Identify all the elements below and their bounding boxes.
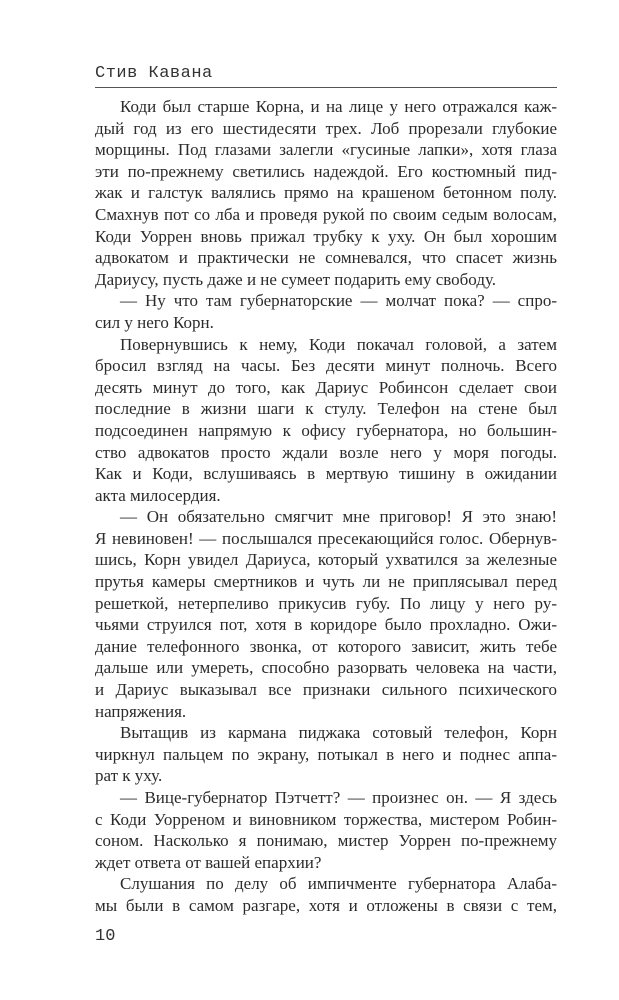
text-line: Смахнув пот со лба и проведя рукой по своим седым волосам, bbox=[95, 204, 557, 224]
text-line: Вытащив из кармана пиджака сотовый телефон, Корн bbox=[120, 723, 557, 743]
text-line: десять минут до того, как Дариус Робинсон сделает свои bbox=[95, 377, 557, 397]
paragraph bbox=[95, 506, 557, 722]
text-line: рат к уху. bbox=[95, 766, 163, 786]
text-line: чиркнул пальцем по экрану, потыкал в него и поднес аппа- bbox=[95, 744, 557, 764]
text-line: чьями струился пот, хотя в коридоре было прохладно. Ожи- bbox=[95, 615, 557, 635]
text-line: Я невиновен! — послышался пресекающийся голос. Обернув- bbox=[95, 528, 557, 548]
text-line: с Коди Уорреном и виновником торжества, мистером Робин- bbox=[95, 809, 557, 829]
text-line: жак и галстук валялись прямо на крашеном бетонном полу. bbox=[95, 183, 557, 203]
text-line: шись, Корн увидел Дариуса, который ухватился за железные bbox=[95, 550, 557, 570]
running-header: Стив Кавана bbox=[95, 64, 213, 83]
text-line: ство адвокатов просто ждали возле него у моря погоды. bbox=[95, 442, 557, 462]
text-line: морщины. Под глазами залегли «гусиные лапки», хотя глаза bbox=[95, 140, 557, 160]
paragraph bbox=[95, 787, 557, 873]
paragraph bbox=[95, 722, 557, 787]
text-line: Коди Уоррен вновь прижал трубку к уху. Он был хорошим bbox=[95, 226, 557, 246]
text-line: бросил взгляд на часы. Без десяти минут полночь. Всего bbox=[95, 356, 557, 376]
text-line: решеткой, нетерпеливо прикусив губу. По лицу у него ру- bbox=[95, 593, 557, 613]
header-rule bbox=[95, 87, 557, 88]
text-line: адвокатом и практически не сомневался, что спасет жизнь bbox=[95, 248, 557, 268]
text-line: подсоединен напрямую к офису губернатора, но большин- bbox=[95, 420, 557, 440]
text-line: мы были в самом разгаре, хотя и отложены в связи с тем, bbox=[95, 895, 557, 915]
text-line: соном. Насколько я понимаю, мистер Уоррен по-прежнему bbox=[95, 831, 557, 851]
paragraph bbox=[95, 334, 557, 507]
paragraph bbox=[95, 290, 557, 333]
text-line: сил у него Корн. bbox=[95, 312, 214, 332]
text-line: акта милосердия. bbox=[95, 485, 221, 505]
text-line: дание телефонного звонка, от которого зависит, жить тебе bbox=[95, 636, 557, 656]
text-line: эти по-прежнему светились надеждой. Его костюмный пид- bbox=[95, 161, 557, 181]
page-number: 10 bbox=[95, 926, 116, 946]
book-page bbox=[95, 64, 557, 947]
paragraph bbox=[95, 96, 557, 290]
text-line: — Он обязательно смягчит мне приговор! Я это знаю! bbox=[120, 507, 557, 527]
text-line: Дариусу, пусть даже и не сумеет подарить ему свободу. bbox=[95, 269, 497, 289]
text-line: — Ну что там губернаторские — молчат пока? — спро- bbox=[120, 291, 557, 311]
text-line: напряжения. bbox=[95, 701, 187, 721]
text-line: прутья камеры смертников и чуть ли не приплясывал перед bbox=[95, 572, 557, 592]
text-line: дый год из его шестидесяти трех. Лоб прорезали глубокие bbox=[95, 118, 557, 138]
text-line: Повернувшись к нему, Коди покачал головой, а затем bbox=[120, 334, 557, 354]
text-line: Коди был старше Корна, и на лице у него отражался каж- bbox=[120, 97, 557, 116]
text-line: Слушания по делу об импичменте губернатора Алаба- bbox=[120, 874, 557, 894]
page-body bbox=[95, 96, 557, 917]
text-line: и Дариус выказывал все признаки сильного психического bbox=[95, 680, 557, 700]
paragraph bbox=[95, 873, 557, 916]
text-line: последние в жизни шаги к стулу. Телефон на стене был bbox=[95, 399, 557, 419]
text-line: Как и Коди, вслушиваясь в мертвую тишину в ожидании bbox=[95, 464, 557, 484]
text-line: ждет ответа от вашей епархии? bbox=[95, 852, 322, 872]
text-line: дальше или умереть, способно разорвать человека на части, bbox=[95, 658, 557, 678]
text-line: — Вице-губернатор Пэтчетт? — произнес он. — Я здесь bbox=[120, 788, 557, 807]
